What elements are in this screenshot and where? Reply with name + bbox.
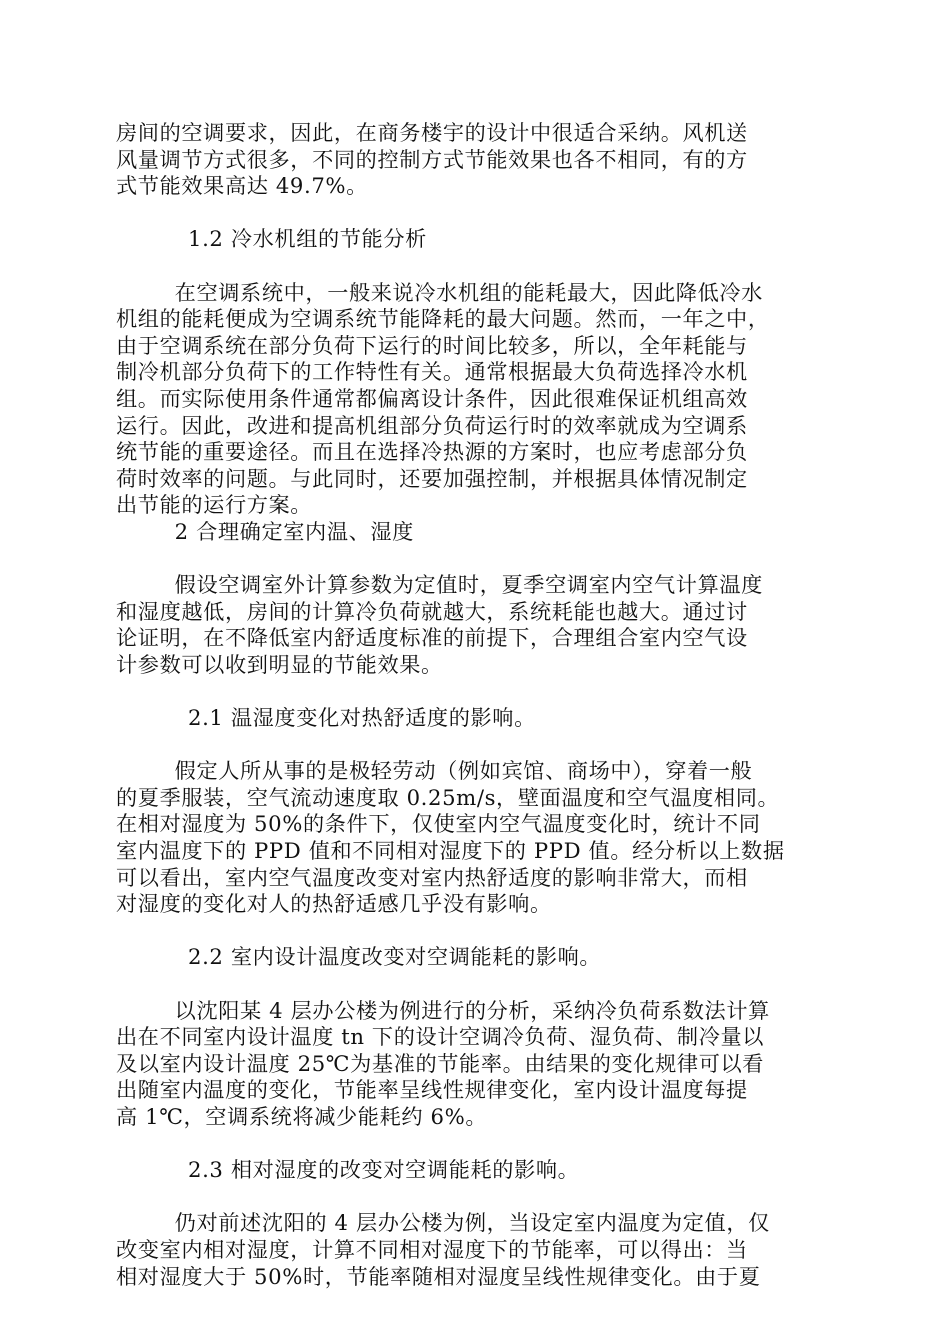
text-line: 可以看出，室内空气温度改变对室内热舒适度的影响非常大，而相 [116, 864, 748, 890]
section-heading [116, 944, 804, 971]
paragraph-spacer [116, 971, 804, 998]
text-line: 仍对前述沈阳的 4 层办公楼为例，当设定室内温度为定值，仅 [116, 1210, 770, 1236]
text-line: 2.3 相对湿度的改变对空调能耗的影响。 [188, 1157, 580, 1183]
text-line: 统节能的重要途径。而且在选择冷热源的方案时，也应考虑部分负 [116, 439, 748, 465]
text-line: 房间的空调要求，因此，在商务楼宇的设计中很适合采纳。风机送 [116, 120, 748, 145]
text-line: 改变室内相对湿度，计算不同相对湿度下的节能率，可以得出：当 [116, 1236, 748, 1262]
text-line: 相对湿度大于 50%时，节能率随相对湿度呈线性规律变化。由于夏 [116, 1263, 761, 1289]
paragraph [116, 572, 804, 678]
text-line: 室内温度下的 PPD 值和不同相对湿度下的 PPD 值。经分析以上数据 [116, 838, 785, 864]
text-line: 荷时效率的问题。与此同时，还要加强控制，并根据具体情况制定 [116, 465, 748, 491]
section-heading [116, 1157, 804, 1184]
text-line: 对湿度的变化对人的热舒适感几乎没有影响。 [116, 891, 552, 917]
text-line: 出节能的运行方案。 [116, 492, 313, 518]
text-line: 风量调节方式很多，不同的控制方式节能效果也各不相同，有的方 [116, 146, 748, 172]
text-line: 计参数可以收到明显的节能效果。 [116, 651, 443, 677]
text-line: 假设空调室外计算参数为定值时，夏季空调室内空气计算温度 [116, 572, 763, 598]
paragraph-spacer [116, 918, 804, 945]
paragraph-spacer [116, 253, 804, 280]
text-line: 2.1 温湿度变化对热舒适度的影响。 [188, 705, 536, 731]
text-line: 以沈阳某 4 层办公楼为例进行的分析，采纳冷负荷系数法计算 [116, 997, 770, 1023]
section-heading [116, 705, 804, 732]
text-line: 假定人所从事的是极轻劳动（例如宾馆、商场中），穿着一般 [116, 758, 753, 784]
text-line: 及以室内设计温度 25℃为基准的节能率。由结果的变化规律可以看 [116, 1050, 765, 1076]
text-line: 在相对湿度为 50%的条件下，仅使室内空气温度变化时，统计不同 [116, 811, 761, 837]
text-line: 高 1℃，空调系统将减少能耗约 6%。 [116, 1103, 488, 1129]
text-line: 出在不同室内设计温度 tn 下的设计空调冷负荷、湿负荷、制冷量以 [116, 1024, 765, 1050]
paragraph-spacer [116, 546, 804, 573]
paragraph [116, 1210, 804, 1290]
paragraph-spacer [116, 678, 804, 705]
paragraph [116, 280, 804, 519]
text-line: 和湿度越低，房间的计算冷负荷就越大，系统耗能也越大。通过讨 [116, 598, 748, 624]
text-line: 在空调系统中，一般来说冷水机组的能耗最大，因此降低冷水 [116, 279, 763, 305]
text-line: 出随室内温度的变化，节能率呈线性规律变化，室内设计温度每提 [116, 1077, 748, 1103]
paragraph-spacer [116, 200, 804, 227]
paragraph [116, 998, 804, 1131]
text-line: 机组的能耗便成为空调系统节能降耗的最大问题。然而，一年之中， [116, 306, 770, 332]
text-line: 式节能效果高达 49.7%。 [116, 173, 368, 199]
text-line: 1.2 冷水机组的节能分析 [188, 226, 427, 252]
text-line: 的夏季服装，空气流动速度取 0.25m/s，壁面温度和空气温度相同。 [116, 784, 780, 810]
text-line: 制冷机部分负荷下的工作特性有关。通常根据最大负荷选择冷水机 [116, 359, 748, 385]
paragraph-spacer [116, 1131, 804, 1158]
paragraph [116, 758, 804, 918]
section-heading [116, 226, 804, 253]
text-line: 2.2 室内设计温度改变对空调能耗的影响。 [188, 944, 602, 970]
text-line: 论证明，在不降低室内舒适度标准的前提下，合理组合室内空气设 [116, 625, 748, 651]
paragraph [116, 120, 804, 200]
document-body [116, 120, 804, 1290]
text-line: 运行。因此，改进和提高机组部分负荷运行时的效率就成为空调系 [116, 412, 748, 438]
text-line: 组。而实际使用条件通常都偏离设计条件，因此很难保证机组高效 [116, 385, 748, 411]
text-line: 2 合理确定室内温、湿度 [116, 518, 414, 544]
section-heading [116, 519, 804, 546]
paragraph-spacer [116, 732, 804, 759]
paragraph-spacer [116, 1184, 804, 1211]
text-line: 由于空调系统在部分负荷下运行的时间比较多，所以，全年耗能与 [116, 332, 748, 358]
